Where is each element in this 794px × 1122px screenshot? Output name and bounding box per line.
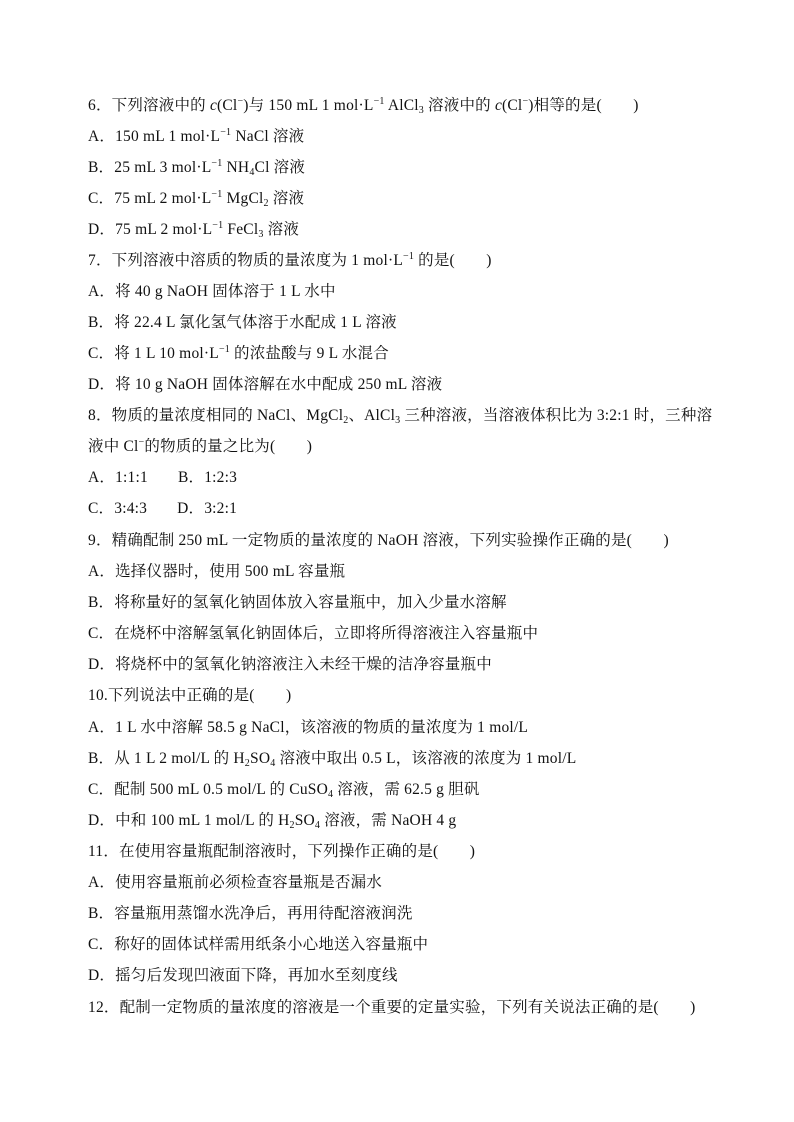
question-8-option-c: C．3:4:3 — [88, 500, 148, 517]
question-11-option-d: D．摇匀后发现凹液面下降，再加水至刻度线 — [88, 967, 398, 984]
question-10-option-b: B．从 1 L 2 mol/L 的 $H_2SO_4$ 溶液中取出 0.5 L，该溶液的浓度为 1 mol/L — [88, 750, 577, 769]
question-9-option-a: A．选择仪器时，使用 500 mL 容量瓶 — [88, 563, 346, 580]
question-6-option-c: C．75 mL 2 $mol\cdot L^{-1}$ MgCl$_2$ 溶液 — [88, 189, 305, 209]
question-11-option-a: A．使用容量瓶前必须检查容量瓶是否漏水 — [88, 874, 382, 891]
question-6-option-a: A．150 mL 1 $mol\cdot L^{-1}$ NaCl 溶液 — [88, 127, 305, 145]
question-12-stem: 12．配制一定物质的量浓度的溶液是一个重要的定量实验，下列有关说法正确的是( ) — [88, 999, 696, 1016]
question-7-option-c: C．将 1 L 10 $mol\cdot L^{-1}$ 的浓盐酸与 9 L 水混合 — [88, 344, 389, 362]
question-10-option-c: C．配制 500 mL 0.5 mol/L 的 CuSO$_4$ 溶液，需 62.5 g 胆矾 — [88, 781, 480, 800]
question-8-option-a: A．1:1:1 — [88, 469, 148, 486]
question-11-option-c: C．称好的固体试样需用纸条小心地送入容量瓶中 — [88, 936, 429, 953]
question-10-option-a: A．1 L 水中溶解 58.5 g NaCl，该溶液的物质的量浓度为 1 mol/L — [88, 719, 529, 736]
question-9-option-c: C．在烧杯中溶解氢氧化钠固体后，立即将所得溶液注入容量瓶中 — [88, 625, 539, 642]
question-8-options-row-2 — [88, 499, 237, 519]
question-6-option-d: D．75 mL 2 $mol\cdot L^{-1}$ FeCl$_3$ 溶液 — [88, 220, 300, 240]
question-7-option-a: A．将 40 g NaOH 固体溶于 1 L 水中 — [88, 283, 336, 300]
question-8-options-row-1 — [88, 468, 237, 488]
question-7-stem: 7．下列溶液中溶质的物质的量浓度为 1 $mol\cdot L^{-1}$ 的是( ) — [88, 251, 492, 269]
question-8-option-b: B．1:2:3 — [177, 469, 238, 486]
question-10-option-d: D．中和 100 mL 1 mol/L 的 $H_2SO_4$ 溶液，需 NaOH 4 g — [88, 812, 457, 831]
question-8-stem-line-1: 8．物质的量浓度相同的 NaCl、MgCl$_2$、AlCl$_3$ 三种溶液，当溶液体积比为 3:2:1 时，三种溶 — [88, 407, 713, 426]
question-11-option-b: B．容量瓶用蒸馏水洗净后，再用待配溶液润洗 — [88, 905, 413, 922]
question-7-option-d: D．将 10 g NaOH 固体溶解在水中配成 250 mL 溶液 — [88, 376, 443, 393]
question-10-stem: 10.下列说法中正确的是( ) — [88, 687, 292, 704]
question-9-option-d: D．将烧杯中的氢氧化钠溶液注入未经干燥的洁净容量瓶中 — [88, 656, 492, 673]
question-6-option-b: B．25 mL 3 $mol\cdot L^{-1}$ $NH_4Cl$ 溶液 — [88, 158, 306, 178]
question-8-option-d: D．3:2:1 — [177, 500, 238, 517]
question-9-option-b: B．将称量好的氢氧化钠固体放入容量瓶中，加入少量水溶解 — [88, 594, 507, 611]
question-7-option-b: B．将 22.4 L 氯化氢气体溶于水配成 1 L 溶液 — [88, 314, 397, 331]
question-6-stem: 6．下列溶液中的 c(Cl−)与 150 mL 1 $mol\cdot L^{-1}$ AlCl$_3$ 溶液中的 c(Cl−)相等的是( ) — [88, 96, 639, 116]
question-8-stem-line-2: 液中 Cl−的物质的量之比为( ) — [88, 437, 313, 455]
question-9-stem: 9．精确配制 250 mL 一定物质的量浓度的 NaOH 溶液，下列实验操作正确的是( ) — [88, 532, 669, 549]
question-11-stem: 11．在使用容量瓶配制溶液时，下列操作正确的是( ) — [88, 843, 476, 860]
